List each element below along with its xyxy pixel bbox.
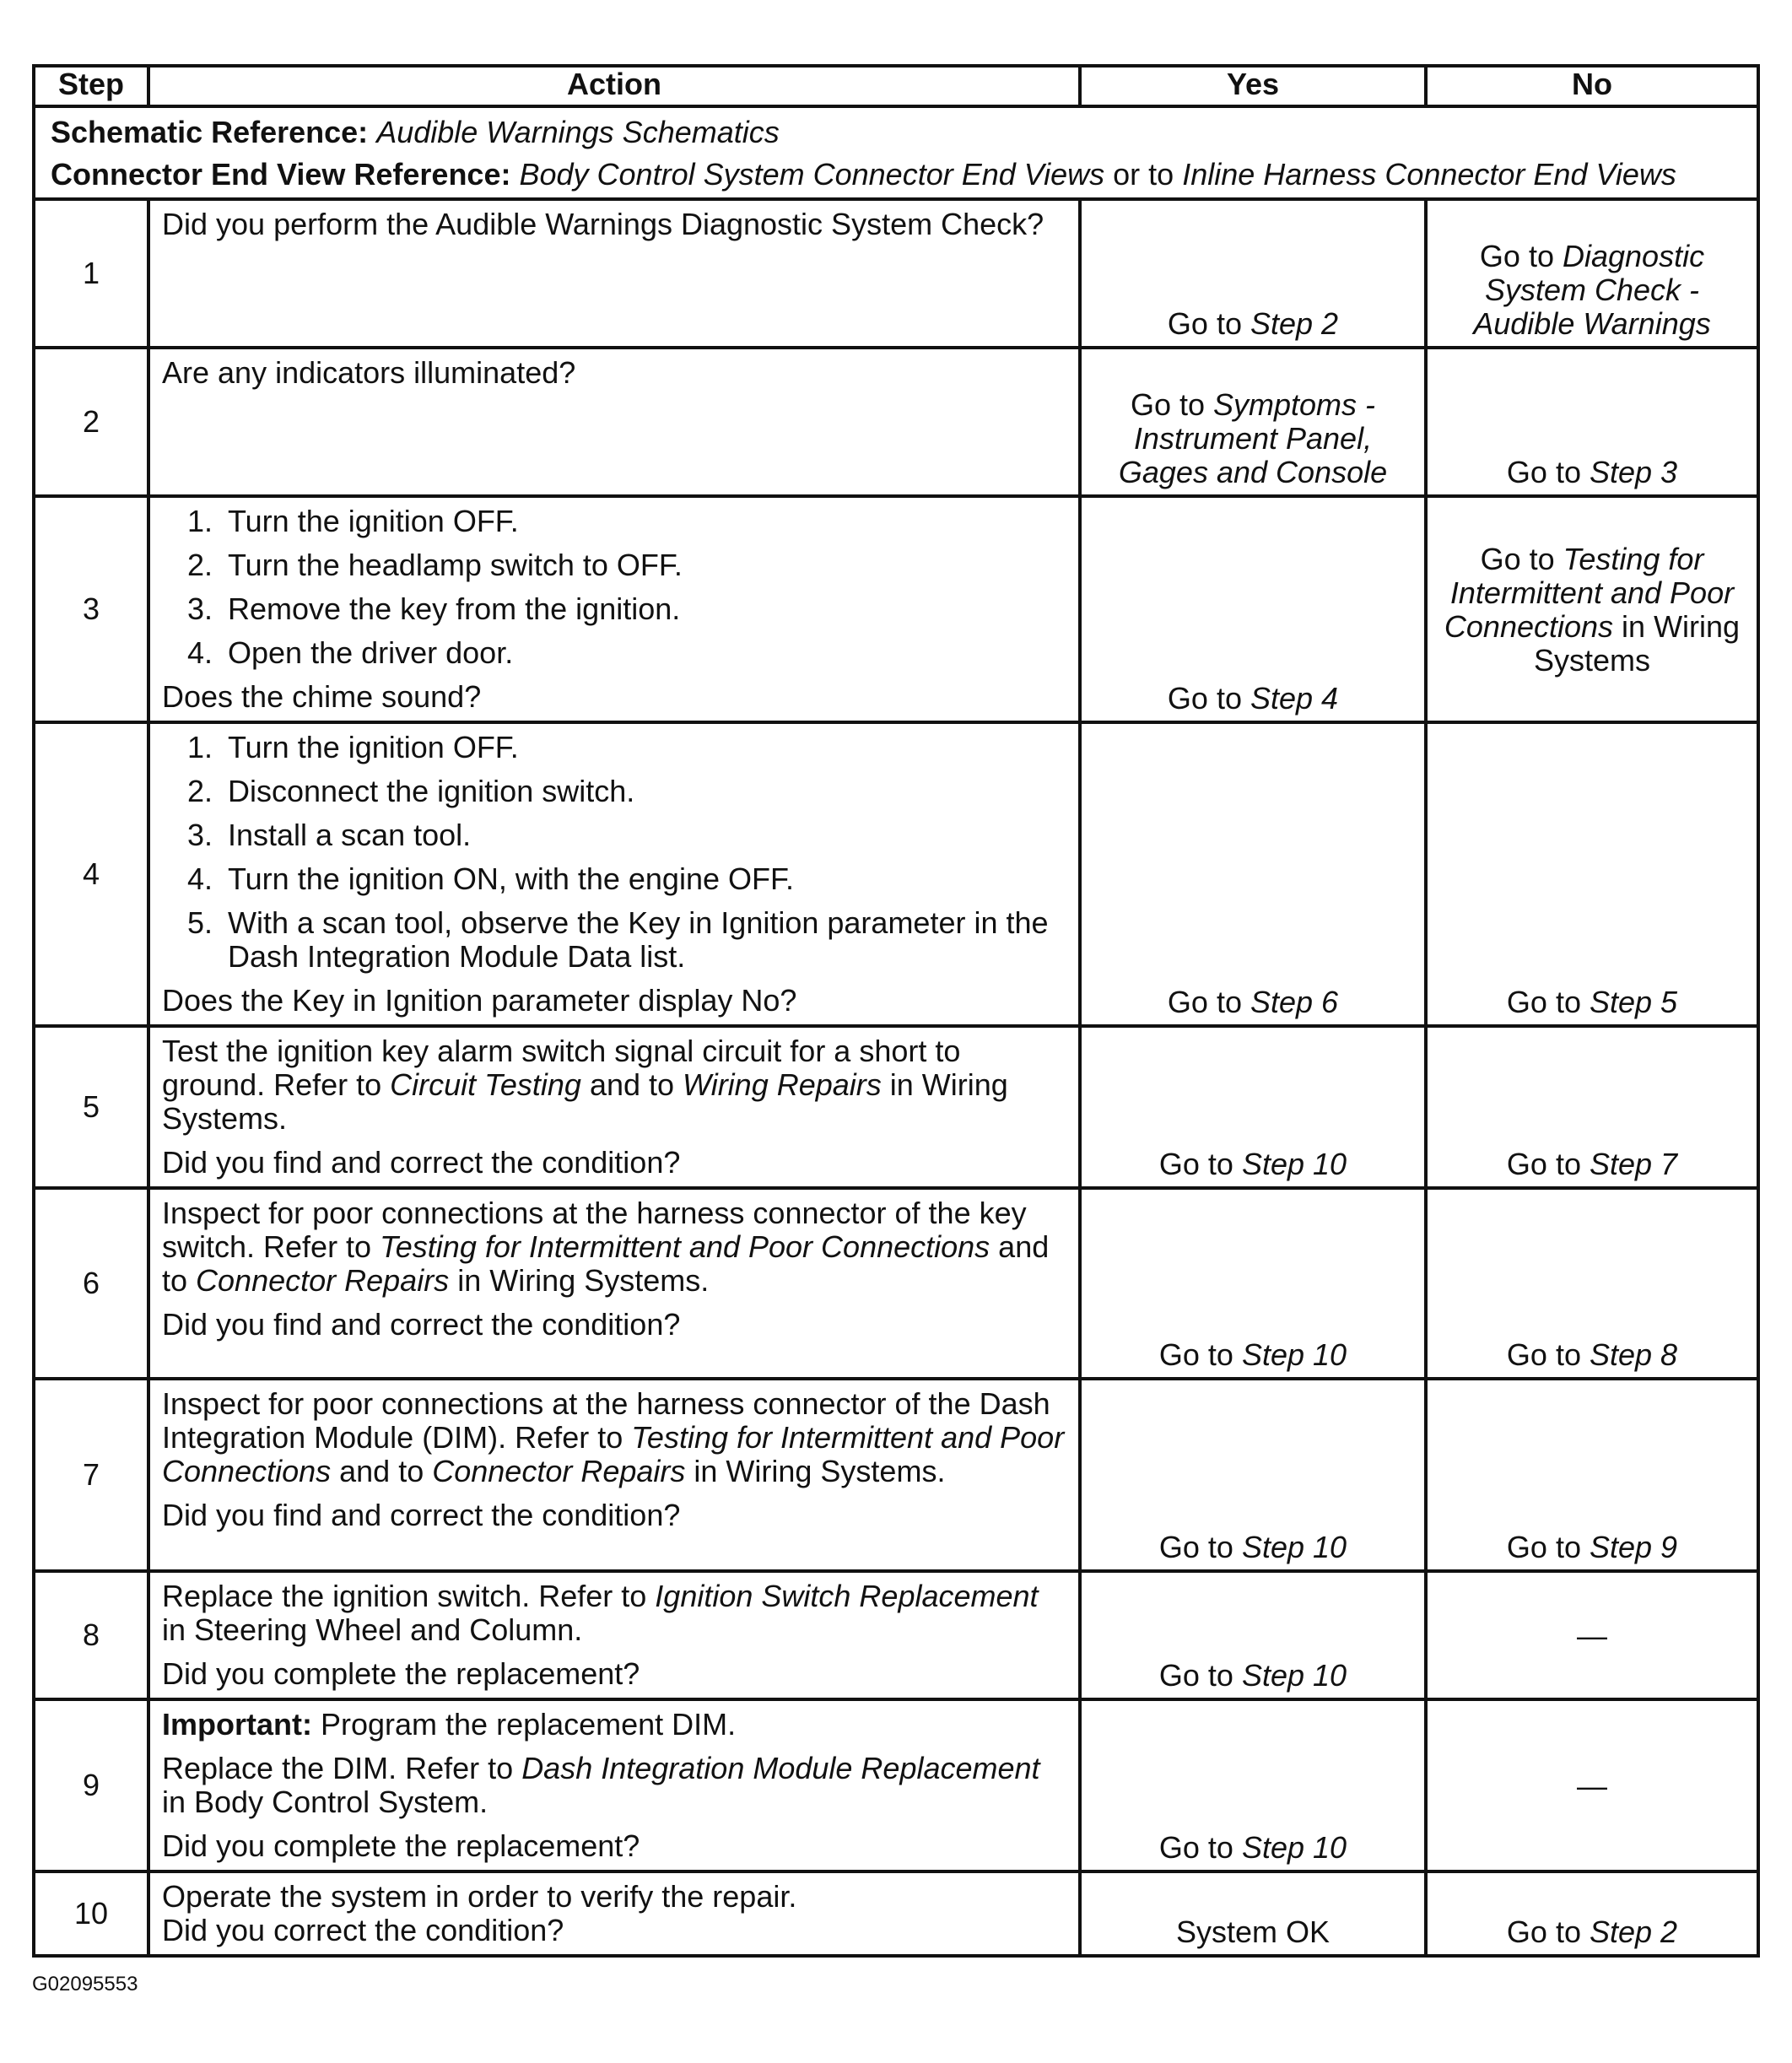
yes-cell: System OK: [1080, 1871, 1426, 1956]
question: Did you find and correct the condition?: [162, 1145, 681, 1180]
instruction-text: and to: [162, 1229, 1050, 1298]
connector-or-to: or to: [1104, 157, 1183, 192]
instruction: [162, 1034, 1066, 1136]
no-prefix: Go to: [1506, 1147, 1590, 1181]
no-cell: —: [1426, 1571, 1758, 1699]
schematic-label: Schematic Reference:: [51, 115, 369, 149]
procedure-list: [162, 731, 1066, 974]
yes-prefix: Go to: [1158, 1530, 1242, 1564]
instruction-text: in Steering Wheel and Column.: [162, 1612, 583, 1647]
yes-cell: [1080, 199, 1426, 348]
yes-cell: [1080, 1571, 1426, 1699]
important-label: Important:: [162, 1707, 312, 1742]
instruction-text: Operate the system in order to verify the repair.: [162, 1879, 797, 1914]
procedure-list: [162, 505, 1066, 670]
no-suffix: in Wiring Systems: [1533, 609, 1741, 678]
question: Did you find and correct the condition?: [162, 1307, 681, 1342]
no-link: Step 5: [1589, 985, 1678, 1019]
yes-link: Step 10: [1241, 1658, 1347, 1693]
step-number: 10: [34, 1871, 148, 1956]
instruction: [162, 1196, 1066, 1298]
no-prefix: Go to: [1479, 239, 1563, 273]
step-number: 5: [34, 1026, 148, 1188]
question: Did you complete the replacement?: [162, 1828, 640, 1863]
reference-link: Testing for Intermittent and Poor Connections: [380, 1229, 990, 1264]
yes-cell: [1080, 348, 1426, 496]
procedure-item: 1. Turn the ignition OFF.: [221, 731, 1066, 764]
yes-prefix: Go to: [1158, 1337, 1242, 1372]
no-prefix: Go to: [1506, 1530, 1590, 1564]
instruction-text: Replace the ignition switch. Refer to: [162, 1579, 656, 1613]
question: Did you complete the replacement?: [162, 1656, 640, 1691]
instruction-text: in Wiring Systems.: [449, 1263, 710, 1298]
instruction: [162, 1752, 1066, 1819]
schematic-reference: [51, 116, 1741, 149]
yes-prefix: Go to: [1158, 1658, 1242, 1693]
question: Does the chime sound?: [162, 679, 482, 714]
reference-row: [34, 106, 1758, 199]
step-row-8: [34, 1571, 1758, 1699]
instruction-text: and to: [580, 1067, 683, 1102]
action-cell: [148, 496, 1080, 722]
step-number: 3: [34, 496, 148, 722]
reference-link: Dash Integration Module Replacement: [521, 1751, 1040, 1785]
yes-cell: [1080, 1188, 1426, 1379]
step-row-3: [34, 496, 1758, 722]
step-row-1: [34, 199, 1758, 348]
instruction-text: Replace the DIM. Refer to: [162, 1751, 522, 1785]
connector-reference: [51, 159, 1741, 191]
no-cell: [1426, 1188, 1758, 1379]
diagnostic-table: [32, 64, 1760, 1958]
yes-prefix: Go to: [1158, 1147, 1242, 1181]
step-number: 4: [34, 722, 148, 1026]
reference-link: Testing for Intermittent and Poor Connections: [162, 1420, 1065, 1488]
reference-link: Connector Repairs: [196, 1263, 450, 1298]
instruction: [162, 1580, 1066, 1647]
yes-link: Step 10: [1241, 1530, 1347, 1564]
reference-link: Circuit Testing: [390, 1067, 581, 1102]
action-cell: [148, 199, 1080, 348]
no-cell: —: [1426, 1699, 1758, 1871]
yes-link: Symptoms - Instrument Panel, Gages and Console: [1118, 387, 1388, 489]
step-row-5: [34, 1026, 1758, 1188]
step-row-2: [34, 348, 1758, 496]
important-text: Program the replacement DIM.: [311, 1707, 737, 1742]
step-number: 2: [34, 348, 148, 496]
action-cell: [148, 1871, 1080, 1956]
action-cell: [148, 722, 1080, 1026]
reference-cell: [34, 106, 1758, 199]
question: Are any indicators illuminated?: [162, 355, 576, 390]
no-link: Step 7: [1589, 1147, 1678, 1181]
no-link: Step 9: [1589, 1530, 1678, 1564]
no-link: Testing for Intermittent and Poor Connections: [1444, 542, 1735, 644]
procedure-item: 3. Install a scan tool.: [221, 818, 1066, 852]
question: Did you perform the Audible Warnings Diagnostic System Check?: [162, 207, 1044, 241]
question: Does the Key in Ignition parameter display No?: [162, 983, 797, 1018]
yes-prefix: Go to: [1130, 387, 1214, 422]
question: Did you correct the condition?: [162, 1913, 564, 1947]
step-row-7: [34, 1379, 1758, 1571]
yes-link: Step 2: [1250, 306, 1339, 341]
procedure-item: 2. Turn the headlamp switch to OFF.: [221, 548, 1066, 582]
no-cell: [1426, 348, 1758, 496]
step-number: 6: [34, 1188, 148, 1379]
no-prefix: Go to: [1506, 985, 1590, 1019]
no-link: Step 2: [1589, 1914, 1678, 1949]
yes-link: Step 10: [1241, 1147, 1347, 1181]
connector-link-2: Inline Harness Connector End Views: [1182, 157, 1676, 192]
yes-prefix: Go to: [1167, 681, 1250, 716]
yes-cell: [1080, 496, 1426, 722]
step-number: 7: [34, 1379, 148, 1571]
header-row: [34, 66, 1758, 106]
no-cell: [1426, 199, 1758, 348]
yes-prefix: Go to: [1167, 985, 1250, 1019]
instruction-text: in Body Control System.: [162, 1785, 488, 1819]
no-prefix: Go to: [1506, 1914, 1590, 1949]
yes-link: Step 10: [1241, 1830, 1347, 1865]
reference-link: Wiring Repairs: [683, 1067, 882, 1102]
connector-link-1: Body Control System Connector End Views: [519, 157, 1105, 192]
no-cell: [1426, 496, 1758, 722]
action-cell: [148, 1026, 1080, 1188]
step-row-9: [34, 1699, 1758, 1871]
step-row-6: [34, 1188, 1758, 1379]
no-cell: [1426, 1026, 1758, 1188]
no-prefix: Go to: [1480, 542, 1563, 576]
instruction-text: Inspect for poor connections at the harness connector of the key switch. Refer to: [162, 1196, 1027, 1264]
procedure-item: 5. With a scan tool, observe the Key in Ignition parameter in the Dash Integration Module Data list.: [221, 906, 1066, 974]
no-prefix: Go to: [1506, 1337, 1590, 1372]
procedure-item: 2. Disconnect the ignition switch.: [221, 775, 1066, 808]
procedure-item: 3. Remove the key from the ignition.: [221, 592, 1066, 626]
yes-cell: [1080, 1379, 1426, 1571]
yes-prefix: Go to: [1158, 1830, 1242, 1865]
header-action: Action: [148, 66, 1080, 106]
yes-cell: [1080, 1026, 1426, 1188]
procedure-item: 1. Turn the ignition OFF.: [221, 505, 1066, 538]
step-number: 8: [34, 1571, 148, 1699]
important-note: [162, 1708, 1066, 1742]
instruction-text: in Wiring Systems.: [162, 1067, 1008, 1136]
instruction-text: in Wiring Systems.: [685, 1454, 946, 1488]
connector-label: Connector End View Reference:: [51, 157, 511, 192]
yes-cell: [1080, 1699, 1426, 1871]
no-link: Step 8: [1589, 1337, 1678, 1372]
step-row-10: [34, 1871, 1758, 1956]
action-cell: [148, 348, 1080, 496]
reference-link: Ignition Switch Replacement: [655, 1579, 1039, 1613]
yes-link: Step 4: [1250, 681, 1339, 716]
no-link: Step 3: [1589, 455, 1678, 489]
step-number: 9: [34, 1699, 148, 1871]
yes-link: Step 10: [1241, 1337, 1347, 1372]
step-number: 1: [34, 199, 148, 348]
header-yes: Yes: [1080, 66, 1426, 106]
no-link: Diagnostic System Check - Audible Warnings: [1473, 239, 1711, 341]
instruction-text: Test the ignition key alarm switch signal circuit for a short to ground. Refer to: [162, 1034, 961, 1102]
yes-link: Step 6: [1250, 985, 1339, 1019]
procedure-item: 4. Turn the ignition ON, with the engine OFF.: [221, 862, 1066, 896]
header-no: No: [1426, 66, 1758, 106]
action-cell: [148, 1379, 1080, 1571]
header-step: Step: [34, 66, 148, 106]
no-prefix: Go to: [1506, 455, 1590, 489]
yes-cell: [1080, 722, 1426, 1026]
no-cell: [1426, 1871, 1758, 1956]
schematic-link: Audible Warnings Schematics: [376, 115, 780, 149]
action-cell: [148, 1699, 1080, 1871]
reference-link: Connector Repairs: [432, 1454, 686, 1488]
instruction: [162, 1387, 1066, 1488]
instruction-text: Inspect for poor connections at the harness connector of the Dash Integration Module (DIM). Refer to: [162, 1386, 1050, 1455]
instruction-text: and to: [331, 1454, 433, 1488]
no-cell: [1426, 1379, 1758, 1571]
no-cell: [1426, 722, 1758, 1026]
step-row-4: [34, 722, 1758, 1026]
procedure-item: 4. Open the driver door.: [221, 636, 1066, 670]
action-cell: [148, 1188, 1080, 1379]
yes-prefix: Go to: [1167, 306, 1250, 341]
question: Did you find and correct the condition?: [162, 1498, 681, 1532]
action-cell: [148, 1571, 1080, 1699]
figure-code: G02095553: [32, 1973, 138, 1995]
